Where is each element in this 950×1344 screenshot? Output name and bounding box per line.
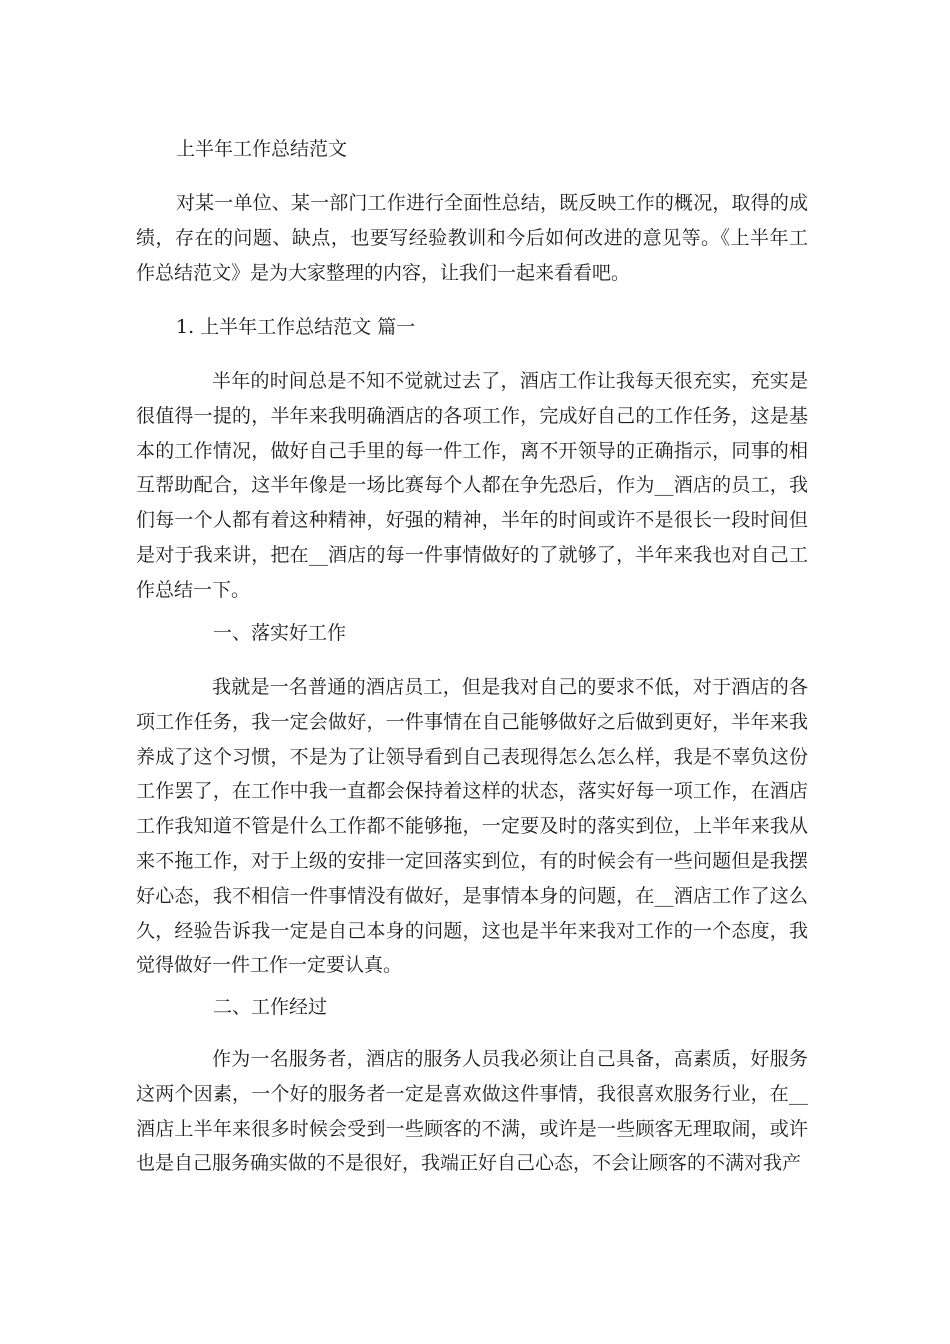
- subheading-2: 二、工作经过: [213, 996, 328, 1018]
- intro-paragraph: 对某一单位、某一部门工作进行全面性总结，既反映工作的概况，取得的成绩，存在的问题、缺点，也要写经验教训和今后如何改进的意见等。《上半年工作总结范文》是为大家整理的内容，让我们一起来看看吧。: [136, 192, 808, 284]
- subheading-1: 一、落实好工作: [213, 622, 347, 644]
- document-title: 上半年工作总结范文: [176, 138, 348, 160]
- section-heading: 1. 上半年工作总结范文 篇一: [176, 316, 416, 338]
- body-paragraph-1: 半年的时间总是不知不觉就过去了，酒店工作让我每天很充实，充实是很值得一提的，半年来我明确酒店的各项工作，完成好自己的工作任务，这是基本的工作情况，做好自己手里的每一件工作，离不开领导的正确指示，同事的相互帮助配合，这半年像是一场比赛每个人都在争先恐后，作为__酒店的员工，我们每一个人都有着这种精神，好强的精神，半年的时间或许不是很长一段时间但是对于我来讲，把在__酒店的每一件事情做好的了就够了，半年来我也对自己工作总结一下。: [136, 370, 808, 601]
- body-paragraph-2: 我就是一名普通的酒店员工，但是我对自己的要求不低，对于酒店的各项工作任务，我一定会做好，一件事情在自己能够做好之后做到更好，半年来我养成了这个习惯，不是为了让领导看到自己表现得怎么怎么样，我是不辜负这份工作罢了，在工作中我一直都会保持着这样的状态，落实好每一项工作，在酒店工作我知道不管是什么工作都不能够拖，一定要及时的落实到位，上半年来我从来不拖工作，对于上级的安排一定回落实到位，有的时候会有一些问题但是我摆好心态，我不相信一件事情没有做好，是事情本身的问题，在__酒店工作了这么久，经验告诉我一定是自己本身的问题，这也是半年来我对工作的一个态度，我觉得做好一件工作一定要认真。: [136, 676, 808, 977]
- body-paragraph-3: 作为一名服务者，酒店的服务人员我必须让自己具备，高素质，好服务这两个因素，一个好的服务者一定是喜欢做这件事情，我很喜欢服务行业，在__酒店上半年来很多时候会受到一些顾客的不满，或许是一些顾客无理取闹，或许也是自己服务确实做的不是很好，我端正好自己心态，不会让顾客的不满对我产: [136, 1048, 808, 1175]
